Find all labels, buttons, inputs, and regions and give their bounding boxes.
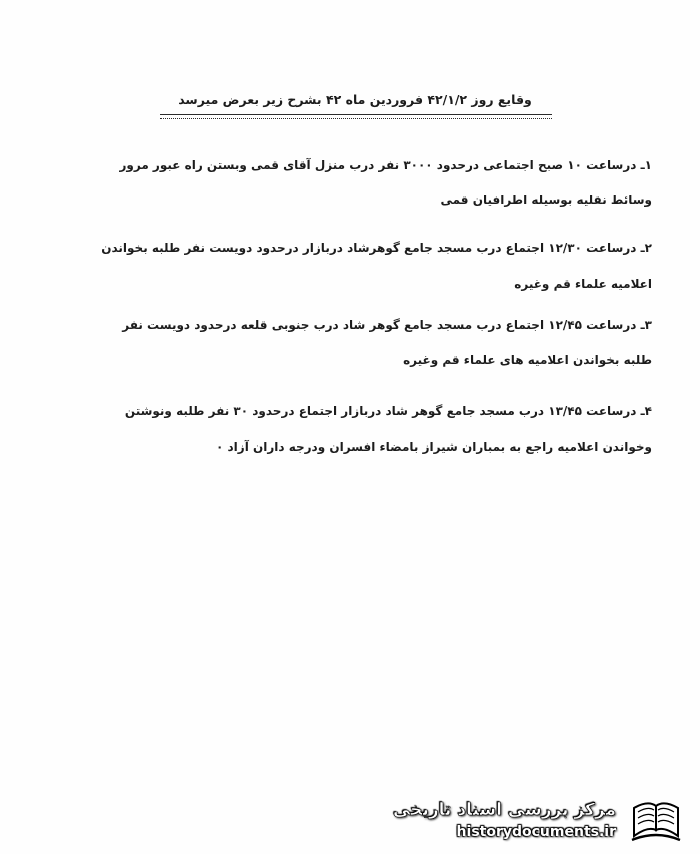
- item-4-line-1: ۴ـ درساعت ۱۳/۴۵ درب مسجد جامع گوهر شاد دربازار اجتماع درحدود ۳۰ نفر طلبه ونوشتن: [124, 404, 652, 418]
- item-3-line-2: طلبه بخواندن اعلامیه های علماء قم وغیره: [403, 353, 652, 367]
- document-heading: وقایع روز ۴۲/۱/۲ فروردین ماه ۴۲ بشرح زیر بعرض میرسد: [178, 92, 532, 107]
- watermark: [393, 794, 692, 850]
- watermark-title: مرکز بررسی اسناد تاریخی: [393, 800, 616, 820]
- item-3-line-1: ۳ـ درساعت ۱۲/۴۵ اجتماع درب مسجد جامع گوهر شاد درب جنوبی قلعه درحدود دویست نفر: [122, 318, 652, 332]
- item-4-line-2: وخواندن اعلامیه راجع به بمباران شیراز بامضاء افسران ودرجه داران آزاد ۰: [216, 440, 652, 454]
- item-1-line-1: ۱ـ درساعت ۱۰ صبح اجتماعی درحدود ۳۰۰۰ نفر درب منزل آقای قمی وبستن راه عبور مرور: [119, 158, 652, 172]
- item-2-line-2: اعلامیه علماء قم وغیره: [514, 277, 652, 291]
- item-2-line-1: ۲ـ درساعت ۱۲/۳۰ اجتماع درب مسجد جامع گوهرشاد دربازار درحدود دویست نفر طلبه بخواندن: [101, 241, 652, 255]
- watermark-url: historydocuments.ir: [456, 824, 616, 840]
- book-logo-icon: [628, 796, 684, 848]
- item-1-line-2: وسائط نقلیه بوسیله اطرافیان قمی: [440, 193, 652, 207]
- heading-dotted-underline: [160, 118, 552, 119]
- heading-underline: [160, 114, 552, 115]
